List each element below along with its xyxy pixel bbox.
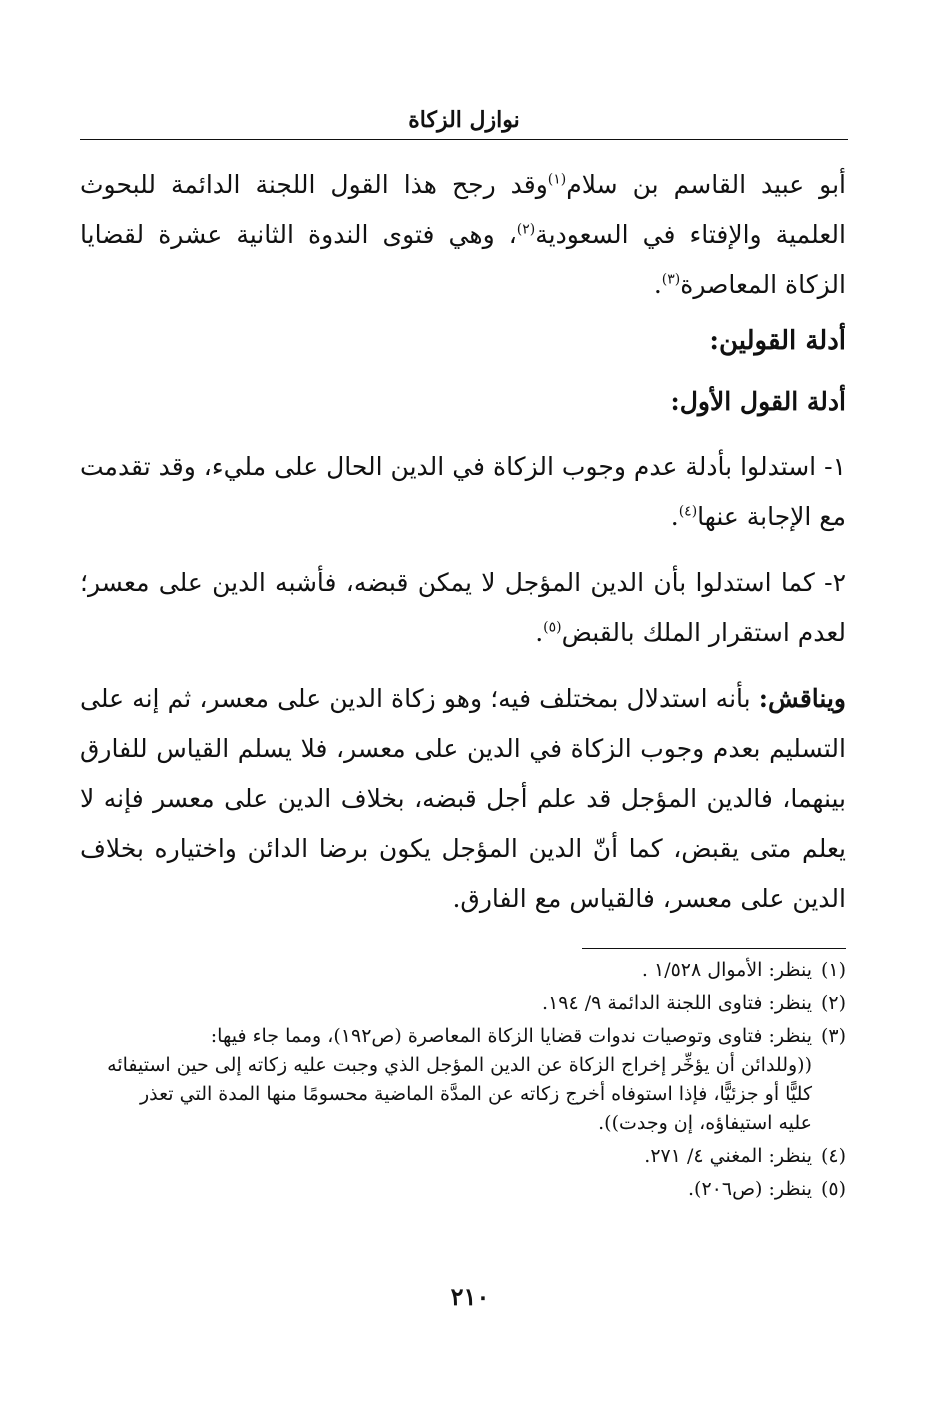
footnote-line: عليه استيفاؤه، إن وجدت)). bbox=[598, 1112, 812, 1134]
intro-paragraph bbox=[80, 160, 846, 310]
footnote-number: (٥) bbox=[820, 1178, 846, 1200]
footnote-line: ((وللدائن أن يؤخِّر إخراج الزكاة عن الدين المؤجل الذي وجبت عليه زكاته إلى حين استيفائه bbox=[107, 1054, 812, 1076]
point-2-period: . bbox=[535, 618, 544, 647]
heading-first-opinion: أدلة القول الأول: bbox=[670, 387, 846, 416]
running-header: نوازل الزكاة bbox=[408, 107, 520, 133]
footnote-text bbox=[80, 1142, 812, 1171]
footnote-line: ينظر: فتاوى وتوصيات ندوات قضايا الزكاة المعاصرة (ص١٩٢)، ومما جاء فيها: bbox=[210, 1025, 812, 1047]
evidence-point-1 bbox=[80, 442, 846, 542]
footnote-3 bbox=[80, 1022, 846, 1138]
intro-text-start: أبو عبيد القاسم بن سلام bbox=[566, 170, 846, 199]
footnote-number: (٤) bbox=[820, 1145, 846, 1167]
footnote-5 bbox=[80, 1175, 846, 1204]
footnote-text bbox=[80, 1175, 812, 1204]
footnote-ref-4[interactable]: (٤) bbox=[678, 503, 698, 520]
footnote-ref-3[interactable]: (٣) bbox=[661, 271, 681, 288]
footnote-line: ينظر: الأموال ١/٥٢٨ . bbox=[641, 959, 812, 981]
footnote-ref-1[interactable]: (١) bbox=[547, 171, 567, 188]
footnote-text bbox=[80, 1022, 812, 1138]
point-1-text: ١- استدلوا بأدلة عدم وجوب الزكاة في الدين الحال على مليء، وقد تقدمت مع الإجابة عنها bbox=[80, 452, 846, 531]
main-text bbox=[80, 160, 846, 924]
footnote-line: ينظر: فتاوى اللجنة الدائمة ٩/ ١٩٤. bbox=[542, 992, 812, 1014]
evidence-point-2 bbox=[80, 558, 846, 658]
footnote-divider bbox=[582, 948, 846, 949]
intro-text-end: ، وهي فتوى الندوة الثانية عشرة لقضايا الزكاة المعاصرة bbox=[80, 220, 846, 299]
footnote-line: ينظر: المغني ٤/ ٢٧١. bbox=[644, 1145, 812, 1167]
footnote-1 bbox=[80, 956, 846, 985]
discussion-text: بأنه استدلال بمختلف فيه؛ وهو زكاة الدين على معسر، ثم إنه على التسليم بعدم وجوب الزكاة في الدين على معسر، فلا يسلم القياس للفارق بينهما، فالدين المؤجل قد علم أجل قبضه، بخلاف الدين على معسر فإنه لا يعلم متى يقبض، كما أنّ الدين المؤجل يكون برضا الدائن واختياره بخلاف الدين على معسر، فالقياس مع الفارق. bbox=[80, 684, 846, 913]
footnote-ref-2[interactable]: (٢) bbox=[516, 221, 536, 238]
point-1-period: . bbox=[670, 502, 679, 531]
point-2-text: ٢- كما استدلوا بأن الدين المؤجل لا يمكن قبضه، فأشبه الدين على معسر؛ لعدم استقرار الملك بالقبض bbox=[80, 568, 846, 647]
discussion-label: ويناقش: bbox=[758, 684, 846, 713]
footnote-number: (١) bbox=[820, 959, 846, 981]
footnote-ref-5[interactable]: (٥) bbox=[543, 619, 562, 636]
intro-period: . bbox=[653, 270, 662, 299]
footnote-2 bbox=[80, 989, 846, 1018]
footnote-number: (٣) bbox=[820, 1025, 846, 1047]
footnote-number: (٢) bbox=[820, 992, 846, 1014]
footnotes bbox=[80, 956, 846, 1208]
intro-text-middle: وقد رجح هذا القول اللجنة الدائمة للبحوث العلمية والإفتاء في السعودية bbox=[80, 170, 846, 249]
footnote-text bbox=[80, 989, 812, 1018]
footnote-text bbox=[80, 956, 812, 985]
discussion-paragraph bbox=[80, 674, 846, 924]
page-number: ٢١٠ bbox=[450, 1282, 490, 1311]
footnote-4 bbox=[80, 1142, 846, 1171]
footnote-line: كليًّا أو جزئيًّا، فإذا استوفاه أخرج زكاته عن المدَّة الماضية محسومًا منها المدة التي تعذر bbox=[139, 1083, 812, 1105]
footnote-line: ينظر: (ص٢٠٦). bbox=[688, 1178, 812, 1200]
heading-evidence: أدلة القولين: bbox=[709, 326, 846, 356]
header-divider bbox=[80, 139, 848, 140]
